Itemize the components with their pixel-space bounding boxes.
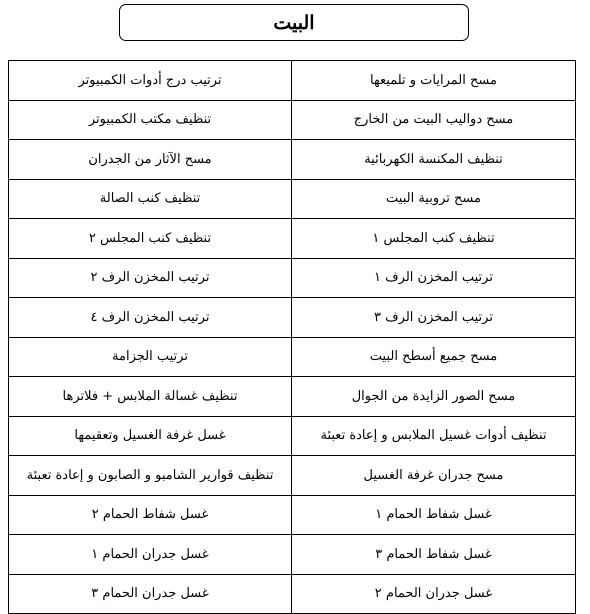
task-cell-right: مسح المرايات و تلميعها [292, 61, 576, 101]
table-row [9, 140, 576, 180]
task-cell-left: غسل جدران الحمام ١ [9, 535, 292, 575]
task-cell-left: تنظيف كنب المجلس ٢ [9, 219, 292, 259]
task-cell-right: مسح تروبية البيت [292, 179, 576, 219]
task-cell-left: ترتيب الجزامة [9, 337, 292, 377]
task-cell-left: ترتيب المخزن الرف ٤ [9, 298, 292, 338]
table-row [9, 416, 576, 456]
table-row [9, 61, 576, 101]
task-cell-right: مسح الصور الزايدة من الجوال [292, 377, 576, 417]
task-cell-left: ترتيب درج أدوات الكمبيوتر [9, 61, 292, 101]
task-cell-right: تنظيف أدوات غسيل الملابس و إعادة تعبئة [292, 416, 576, 456]
table-row [9, 456, 576, 496]
task-cell-right: غسل جدران الحمام ٢ [292, 574, 576, 614]
task-cell-left: ترتيب المخزن الرف ٢ [9, 258, 292, 298]
task-cell-right: غسل شفاط الحمام ٣ [292, 535, 576, 575]
chores-table [8, 60, 576, 614]
table-row [9, 574, 576, 614]
page-title: البيت [119, 4, 469, 41]
task-cell-right: تنظيف كنب المجلس ١ [292, 219, 576, 259]
task-cell-left: غسل شفاط الحمام ٢ [9, 495, 292, 535]
table-row [9, 495, 576, 535]
table-row [9, 535, 576, 575]
task-cell-right: غسل شفاط الحمام ١ [292, 495, 576, 535]
task-cell-right: مسح جميع أسطح البيت [292, 337, 576, 377]
task-cell-right: مسح جدران غرفة الغسيل [292, 456, 576, 496]
task-cell-left: غسل جدران الحمام ٣ [9, 574, 292, 614]
table-row [9, 258, 576, 298]
task-cell-left: غسل غرفة الغسيل وتعقيمها [9, 416, 292, 456]
task-cell-right: ترتيب المخزن الرف ٣ [292, 298, 576, 338]
task-cell-left: تنظيف قوارير الشامبو و الصابون و إعادة تعبئة [9, 456, 292, 496]
chores-table-body [9, 61, 576, 614]
task-cell-right: مسح دواليب البيت من الخارج [292, 100, 576, 140]
task-cell-left: مسح الآثار من الجدران [9, 140, 292, 180]
table-row [9, 377, 576, 417]
table-row [9, 298, 576, 338]
task-cell-left: تنظيف مكتب الكمبيوتر [9, 100, 292, 140]
table-row [9, 219, 576, 259]
task-cell-left: تنظيف غسالة الملابس + فلاترها [9, 377, 292, 417]
task-cell-left: تنظيف كنب الصالة [9, 179, 292, 219]
task-cell-right: ترتيب المخزن الرف ١ [292, 258, 576, 298]
table-row [9, 179, 576, 219]
task-cell-right: تنظيف المكنسة الكهربائية [292, 140, 576, 180]
table-row [9, 100, 576, 140]
table-row [9, 337, 576, 377]
